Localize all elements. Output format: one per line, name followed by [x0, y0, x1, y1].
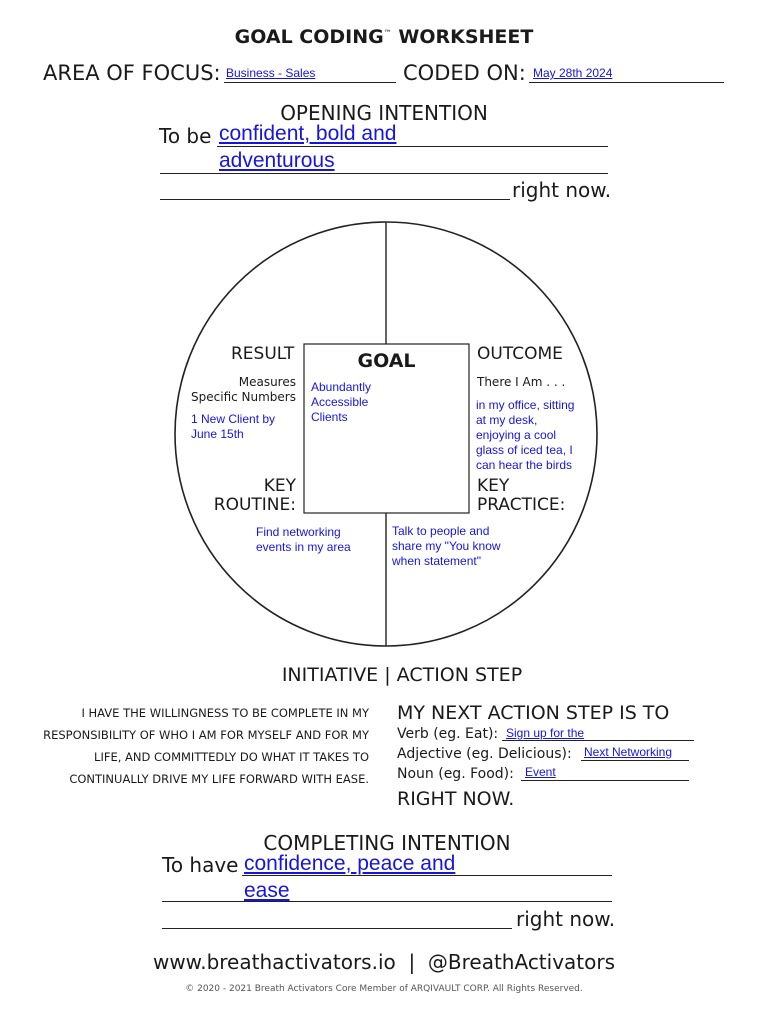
- specific-numbers-text: Specific Numbers: [191, 390, 296, 404]
- verb-value[interactable]: Sign up for the: [506, 726, 585, 740]
- opening-right-now: right now.: [512, 178, 612, 202]
- noun-label: Noun (eg. Food):: [397, 766, 514, 782]
- completing-intention-heading: COMPLETING INTENTION: [263, 831, 511, 855]
- there-i-am-text: There I Am . . .: [477, 375, 566, 389]
- goal-value[interactable]: Abundantly Accessible Clients: [311, 380, 372, 424]
- outcome-label: OUTCOME: [477, 344, 563, 364]
- copyright-notice: © 2020 - 2021 Breath Activators Core Member of ARQIVAULT CORP. All Rights Reserved.: [185, 984, 583, 994]
- willingness-statement: I HAVE THE WILLINGNESS TO BE COMPLETE IN MY RESPONSIBILITY OF WHO I AM FOR MYSELF AND FOR MY LIFE, AND COMMITTEDLY DO WHAT IT TAKES TO CONTINUALLY DRIVE MY LIFE FORWARD WITH EASE.: [43, 706, 369, 786]
- completing-line-3: [162, 928, 512, 929]
- key-practice-label: [477, 477, 565, 515]
- routine-value[interactable]: Find networking events in my area: [256, 525, 351, 554]
- coded-on-label: CODED ON:: [403, 61, 526, 85]
- result-value[interactable]: 1 New Client by June 15th: [191, 412, 276, 441]
- initiative-heading: INITIATIVE | ACTION STEP: [281, 664, 523, 686]
- footer-links: www.breathactivators.io | @BreathActivators: [152, 950, 616, 974]
- area-of-focus-value[interactable]: Business - Sales: [226, 66, 316, 80]
- opening-intention-heading: OPENING INTENTION: [280, 101, 488, 125]
- result-label: RESULT: [231, 344, 295, 364]
- practice-value[interactable]: Talk to people and share my "You know when statement": [392, 524, 501, 568]
- completing-value-line-2[interactable]: ease: [244, 879, 290, 902]
- key-routine-label: [200, 477, 296, 515]
- completing-line-2: [162, 901, 612, 902]
- key-practice-line-1: KEY: [477, 476, 510, 496]
- title-text: GOAL CODING: [234, 26, 384, 48]
- noun-line: [521, 780, 689, 781]
- key-routine-line-2: ROUTINE:: [213, 495, 296, 515]
- result-measures: [180, 375, 296, 405]
- noun-value[interactable]: Event: [525, 765, 556, 779]
- key-routine-line-1: KEY: [263, 476, 296, 496]
- next-action-heading: MY NEXT ACTION STEP IS TO: [397, 702, 670, 724]
- outcome-value[interactable]: in my office, sitting at my desk, enjoying a cool glass of iced tea, I can hear the birds: [476, 398, 575, 472]
- completing-value-line-1[interactable]: confidence, peace and: [244, 852, 456, 875]
- verb-label: Verb (eg. Eat):: [397, 726, 499, 742]
- area-of-focus-label: AREA OF FOCUS:: [43, 61, 221, 85]
- opening-value-line-1[interactable]: confident, bold and: [219, 122, 397, 145]
- verb-line: [502, 740, 694, 741]
- goal-label: GOAL: [357, 350, 416, 372]
- measures-text: Measures: [238, 375, 296, 389]
- opening-to-be-label: To be: [159, 124, 212, 148]
- adjective-value[interactable]: Next Networking: [584, 745, 673, 759]
- trademark-mark: ™: [383, 28, 392, 38]
- opening-value-line-2[interactable]: adventurous: [219, 149, 335, 172]
- right-now-caps: RIGHT NOW.: [397, 788, 515, 810]
- key-practice-line-2: PRACTICE:: [477, 495, 566, 515]
- adjective-line: [581, 760, 689, 761]
- title-text-2: WORKSHEET: [391, 26, 534, 48]
- completing-right-now: right now.: [516, 907, 616, 931]
- completing-to-have-label: To have: [162, 853, 239, 877]
- coded-on-value[interactable]: May 28th 2024: [533, 66, 613, 80]
- adjective-label: Adjective (eg. Delicious):: [397, 746, 572, 762]
